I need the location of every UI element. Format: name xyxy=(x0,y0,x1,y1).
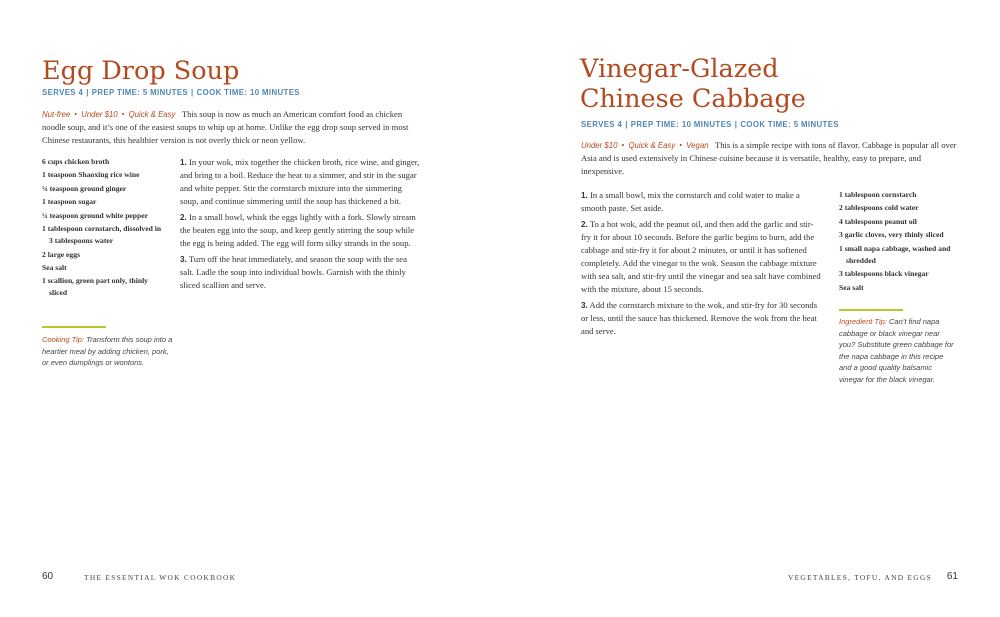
ingredient-item: 1 scallion, green part only, thinly sliced xyxy=(42,276,148,298)
title-line-2: Chinese Cabbage xyxy=(580,84,806,114)
step-text: To a hot wok, add the peanut oil, and then add the garlic and stir-fry it for about 10 seconds. Before the garlic begins to burn, add the cabbage and stir-fry it for about 2 minutes, or until it has softened completely. Add the vinegar to the wok. Season the cabbage mixture with sea salt, and stir-fry until the vinegar and sea salt have combined with the mixture, about 15 seconds. xyxy=(581,219,821,294)
serves: SERVES 4 xyxy=(581,120,623,129)
recipe-title: Egg Drop Soup xyxy=(42,56,240,86)
ingredient-item: 1 tablespoon cornstarch, dissolved in 3 tablespoons water xyxy=(42,224,162,246)
tag: Quick & Easy xyxy=(628,141,676,150)
tag-separator: • xyxy=(74,109,78,119)
tip-divider xyxy=(839,309,903,311)
ingredient-list xyxy=(42,156,164,301)
recipe-steps xyxy=(581,189,821,341)
ingredient-item: 4 tablespoons peanut oil xyxy=(839,216,917,226)
recipe-meta xyxy=(581,120,839,129)
tag: Vegan xyxy=(686,141,709,150)
ingredient-item: 1 teaspoon Shaoxing rice wine xyxy=(42,170,140,180)
meta-separator: | xyxy=(191,88,194,97)
recipe-intro xyxy=(581,139,957,178)
recipe-meta xyxy=(42,88,300,97)
ingredient-item: 2 large eggs xyxy=(42,249,80,259)
prep-time: PREP TIME: 10 MINUTES xyxy=(630,120,732,129)
step-text: In a small bowl, whisk the eggs lightly with a fork. Slowly stream the beaten egg into the soup, and keep gently stirring the soup while the egg is being added. The egg will form silky strands in the soup. xyxy=(180,212,416,248)
ingredient-item: 1 teaspoon sugar xyxy=(42,197,97,207)
step-number: 2. xyxy=(581,220,588,229)
step-1 xyxy=(180,156,420,208)
ingredient-item: Sea salt xyxy=(42,262,67,272)
step-number: 3. xyxy=(581,301,588,310)
tag: Under $10 xyxy=(581,141,618,150)
running-head: VEGETABLES, TOFU, AND EGGS xyxy=(787,573,932,582)
step-number: 3. xyxy=(180,255,187,264)
step-2 xyxy=(581,218,821,296)
ingredient-tip xyxy=(839,316,957,385)
ingredient-item: 2 tablespoons cold water xyxy=(839,203,919,213)
ingredient-item: ¼ teaspoon ground white pepper xyxy=(42,210,148,220)
tag: Under $10 xyxy=(81,110,118,119)
running-head: THE ESSENTIAL WOK COOKBOOK xyxy=(84,573,237,582)
step-text: Turn off the heat immediately, and season the soup with the sea salt. Ladle the soup into individual bowls. Garnish with the thinly sliced scallion and serve. xyxy=(180,254,407,290)
right-page xyxy=(500,0,1000,617)
prep-time: PREP TIME: 5 MINUTES xyxy=(91,88,189,97)
tip-text: Can’t find napa cabbage or black vinegar near you? Substitute green cabbage for the napa cabbage in this recipe and a good quality balsamic vinegar for the black vinegar. xyxy=(839,317,954,384)
tip-label: Ingredient Tip: xyxy=(839,317,887,326)
step-number: 1. xyxy=(581,191,588,200)
page-number: 61 xyxy=(946,571,958,582)
step-text: In your wok, mix together the chicken broth, rice wine, and ginger, and bring to a boil. Reduce the heat to a simmer, and stir in the sugar and white pepper. Stir the cornstarch mixture into the simmering soup, and continue simmering until the soup has thickened a bit. xyxy=(180,157,420,206)
recipe-intro xyxy=(42,108,412,147)
step-number: 1. xyxy=(180,158,187,167)
step-text: Add the cornstarch mixture to the wok, and stir-fry for 30 seconds or less, until the sauce has thickened. Remove the wok from the heat and serve. xyxy=(581,300,818,336)
tip-divider xyxy=(42,326,106,328)
step-text: In a small bowl, mix the cornstarch and cold water to make a smooth paste. Set aside. xyxy=(581,190,800,213)
recipe-title xyxy=(580,54,806,114)
tip-text: Transform this soup into a heartier meal by adding chicken, pork, or even dumplings or wontons. xyxy=(42,335,173,367)
cook-time: COOK TIME: 5 MINUTES xyxy=(740,120,839,129)
ingredient-item: 1 small napa cabbage, washed and shredded xyxy=(839,243,951,265)
ingredient-item: 1 tablespoon cornstarch xyxy=(839,190,917,199)
tip-label: Cooking Tip: xyxy=(42,335,85,344)
intro-text: This soup is now as much an American comfort food as chicken noodle soup, and it’s one of the easiest soups to whip up at home. Unlike the egg drop soup served in most Chinese restaurants, this healthier version is not overly thick or neon yellow. xyxy=(42,109,409,145)
recipe-steps xyxy=(180,156,420,295)
intro-text: This is a simple recipe with tons of flavor. Cabbage is popular all over Asia and is used extensively in Chinese cuisine because it is versatile, healthy, easy to prepare, and inexpensive. xyxy=(581,140,957,176)
ingredient-item: 3 garlic cloves, very thinly sliced xyxy=(839,230,944,240)
tag: Nut-free xyxy=(42,110,71,119)
title-line-1: Vinegar-Glazed xyxy=(580,54,779,84)
ingredient-item: 6 cups chicken broth xyxy=(42,157,110,166)
ingredient-list xyxy=(839,189,963,295)
step-number: 2. xyxy=(180,213,187,222)
tag-separator: • xyxy=(679,140,683,150)
serves: SERVES 4 xyxy=(42,88,84,97)
cook-time: COOK TIME: 10 MINUTES xyxy=(196,88,300,97)
ingredient-item: Sea salt xyxy=(839,282,864,292)
tag-separator: • xyxy=(121,109,125,119)
meta-separator: | xyxy=(625,120,628,129)
step-3 xyxy=(180,253,420,292)
ingredient-item: ¼ teaspoon ground ginger xyxy=(42,183,127,193)
cooking-tip xyxy=(42,334,177,369)
step-2 xyxy=(180,211,420,250)
tag: Quick & Easy xyxy=(128,110,176,119)
page-number: 60 xyxy=(42,571,54,582)
step-3 xyxy=(581,299,821,338)
step-1 xyxy=(581,189,821,215)
ingredient-item: 3 tablespoons black vinegar xyxy=(839,269,929,279)
meta-separator: | xyxy=(86,88,89,97)
meta-separator: | xyxy=(734,120,738,129)
tag-separator: • xyxy=(621,140,625,150)
